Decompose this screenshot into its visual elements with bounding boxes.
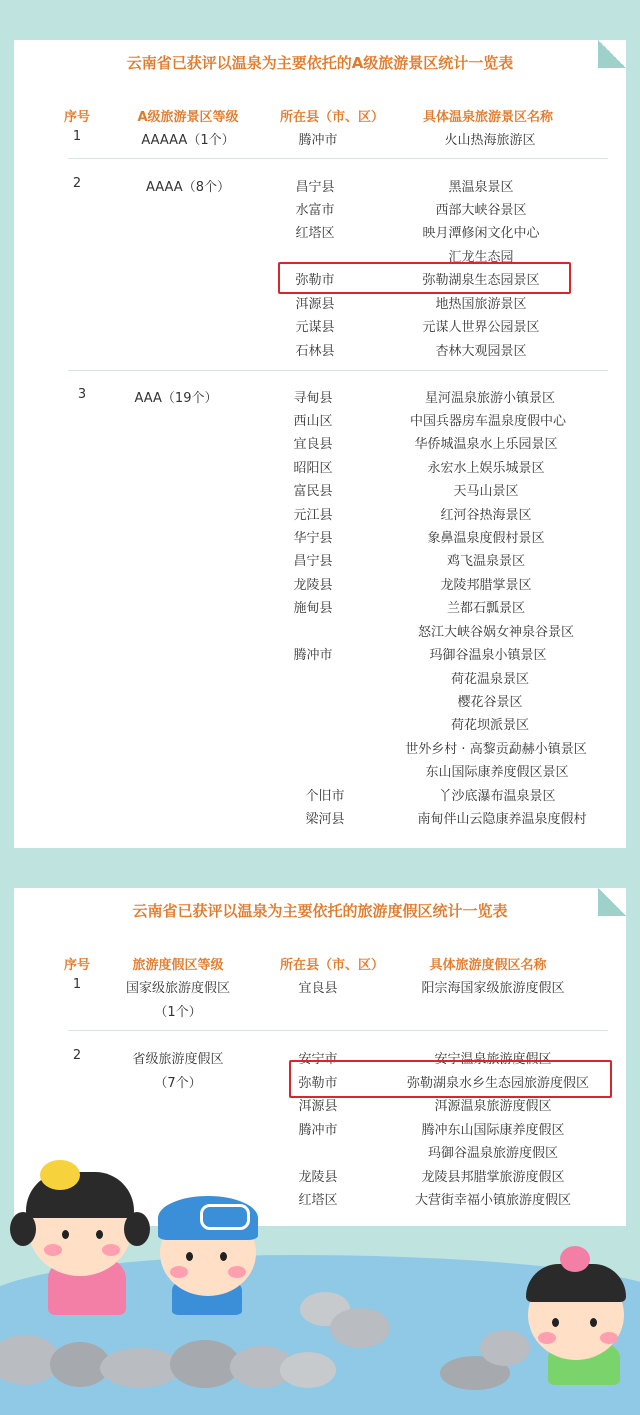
table-row-name: 西部大峡谷景区 — [435, 203, 527, 218]
table-row-county: 梁河县 — [305, 812, 345, 827]
girl-pigtail-right — [124, 1212, 150, 1246]
table-row-county: 红塔区 — [298, 1193, 338, 1208]
table-row-name: 龙陵县邦腊掌旅游度假区 — [421, 1170, 565, 1185]
table-row-county: 富民县 — [293, 484, 333, 499]
table2-group2-count: （7个） — [154, 1076, 202, 1091]
table1-header-level: A级旅游景区等级 — [137, 110, 239, 125]
table-row-name: 地热国旅游景区 — [435, 297, 527, 312]
table-row-county: 华宁县 — [293, 531, 333, 546]
row-divider — [68, 370, 608, 371]
table-row-name: 玛御谷温泉旅游度假区 — [427, 1146, 559, 1161]
swim-goggles — [200, 1204, 250, 1230]
kid-cheek-right — [600, 1332, 618, 1344]
stone — [480, 1330, 530, 1366]
table2-group1-count: （1个） — [154, 1005, 202, 1020]
table-row-name: 阳宗海国家级旅游度假区 — [421, 981, 565, 996]
table-row-county: 洱源县 — [295, 297, 335, 312]
table2-header-name: 具体旅游度假区名称 — [429, 958, 547, 973]
table-row-name: 弥勒湖泉水乡生态园旅游度假区 — [406, 1076, 590, 1091]
table-row-name: 元谋人世界公园景区 — [422, 320, 540, 335]
girl-cheek-left — [44, 1244, 62, 1256]
table2-header-no: 序号 — [63, 958, 91, 973]
table-row-name: 东山国际康养度假区景区 — [425, 765, 569, 780]
table-row-name: 兰都石瓢景区 — [446, 601, 526, 616]
boy-cheek-left — [170, 1266, 188, 1278]
table-row-name: 映月潭修闲文化中心 — [422, 226, 540, 241]
table2-group2-no: 2 — [72, 1048, 82, 1063]
table-row-name: 汇龙生态园 — [448, 250, 514, 265]
table-row-county: 红塔区 — [295, 226, 335, 241]
table-row-county: 昭阳区 — [293, 461, 333, 476]
table-row-name: 洱源温泉旅游度假区 — [434, 1099, 552, 1114]
table-row-name: 龙陵邦腊掌景区 — [440, 578, 532, 593]
table-row-county: 元谋县 — [295, 320, 335, 335]
table-row-name: 世外乡村 · 高黎贡勐赫小镇景区 — [405, 742, 587, 757]
stone — [100, 1348, 180, 1388]
table-row-name: 红河谷热海景区 — [440, 508, 532, 523]
kid-eye-left — [552, 1318, 559, 1327]
table2-title: 云南省已获评以温泉为主要依托的旅游度假区统计一览表 — [132, 902, 508, 920]
scenic-area-table-card — [14, 40, 626, 848]
table-row-county: 西山区 — [293, 414, 333, 429]
girl-eye-right — [96, 1230, 103, 1239]
table1-group2-level: AAAA（8个） — [146, 180, 230, 195]
table-row-name: 黑温泉景区 — [448, 180, 514, 195]
kid-hair-bun — [560, 1246, 590, 1272]
table1-group2-no: 2 — [72, 176, 82, 191]
table-row-name: 腾冲东山国际康养度假区 — [421, 1123, 565, 1138]
table-row-name: 中国兵器房车温泉度假中心 — [409, 414, 567, 429]
hair-bow — [40, 1160, 80, 1190]
table-row-county: 昌宁县 — [295, 180, 335, 195]
table-row-county: 石林县 — [295, 344, 335, 359]
table1-group1-level: AAAAA（1个） — [141, 133, 235, 148]
girl-pigtail-left — [10, 1212, 36, 1246]
table-row-name: 玛御谷温泉小镇景区 — [429, 648, 547, 663]
stone — [330, 1308, 390, 1348]
table-row-county: 洱源县 — [298, 1099, 338, 1114]
table-row-county: 水富市 — [295, 203, 335, 218]
girl-cheek-right — [102, 1244, 120, 1256]
table-row-name: 天马山景区 — [453, 484, 519, 499]
table-row-county: 腾冲市 — [298, 1123, 338, 1138]
table-row-county: 宜良县 — [298, 981, 338, 996]
boy-eye-right — [220, 1252, 227, 1261]
table-row-name: 怒江大峡谷娲女神泉谷景区 — [417, 625, 575, 640]
table-row-name: 樱花谷景区 — [457, 695, 523, 710]
table2-group1-no: 1 — [72, 977, 82, 992]
table-row-name: 象鼻温泉度假村景区 — [427, 531, 545, 546]
girl-eye-left — [62, 1230, 69, 1239]
table2-group2-level: 省级旅游度假区 — [132, 1052, 224, 1067]
table-row-name: 丫沙底瀑布温泉景区 — [438, 789, 556, 804]
table-row-county: 施甸县 — [293, 601, 333, 616]
table2-header-county: 所在县（市、区） — [279, 958, 385, 973]
table-row-name: 大营街幸福小镇旅游度假区 — [414, 1193, 572, 1208]
table1-title: 云南省已获评以温泉为主要依托的A级旅游景区统计一览表 — [126, 54, 514, 72]
kid-eye-right — [590, 1318, 597, 1327]
table-row-name: 杏林大观园景区 — [435, 344, 527, 359]
table-row-name: 星河温泉旅游小镇景区 — [424, 391, 556, 406]
table1-header-name: 具体温泉旅游景区名称 — [422, 110, 554, 125]
table1-header-county: 所在县（市、区） — [279, 110, 385, 125]
table-row-county: 元江县 — [293, 508, 333, 523]
table-row-name: 鸡飞温泉景区 — [446, 554, 526, 569]
table-row-name: 华侨城温泉水上乐园景区 — [414, 437, 558, 452]
table-row-name: 荷花温泉景区 — [450, 672, 530, 687]
table-row-name: 永宏水上娱乐城景区 — [427, 461, 545, 476]
table2-group1-level: 国家级旅游度假区 — [125, 981, 231, 996]
table-row-county: 龙陵县 — [298, 1170, 338, 1185]
table1-header-no: 序号 — [63, 110, 91, 125]
table-row-name: 安宁温泉旅游度假区 — [434, 1052, 552, 1067]
table-row-name: 荷花坝派景区 — [450, 718, 530, 733]
row-divider — [68, 158, 608, 159]
table-row-name: 火山热海旅游区 — [444, 133, 536, 148]
table-row-county: 昌宁县 — [293, 554, 333, 569]
table-row-name: 弥勒湖泉生态园景区 — [422, 273, 540, 288]
table-row-county: 个旧市 — [305, 789, 345, 804]
table-row-county: 龙陵县 — [293, 578, 333, 593]
boy-eye-left — [186, 1252, 193, 1261]
table-row-county: 腾冲市 — [298, 133, 338, 148]
table1-group1-no: 1 — [72, 129, 82, 144]
kid-cheek-left — [538, 1332, 556, 1344]
stone — [280, 1352, 336, 1388]
table-row-county: 弥勒市 — [298, 1076, 338, 1091]
table-row-county: 寻甸县 — [293, 391, 333, 406]
table-row-county: 宜良县 — [293, 437, 333, 452]
table-row-county: 弥勒市 — [295, 273, 335, 288]
table-row-county: 腾冲市 — [293, 648, 333, 663]
table-row-name: 南甸伴山云隐康养温泉度假村 — [417, 812, 587, 827]
table1-group3-level: AAA（19个） — [134, 391, 218, 406]
boy-cheek-right — [228, 1266, 246, 1278]
row-divider — [68, 1030, 608, 1031]
table-row-county: 安宁市 — [298, 1052, 338, 1067]
table2-header-level: 旅游度假区等级 — [132, 958, 224, 973]
table1-group3-no: 3 — [77, 387, 87, 402]
